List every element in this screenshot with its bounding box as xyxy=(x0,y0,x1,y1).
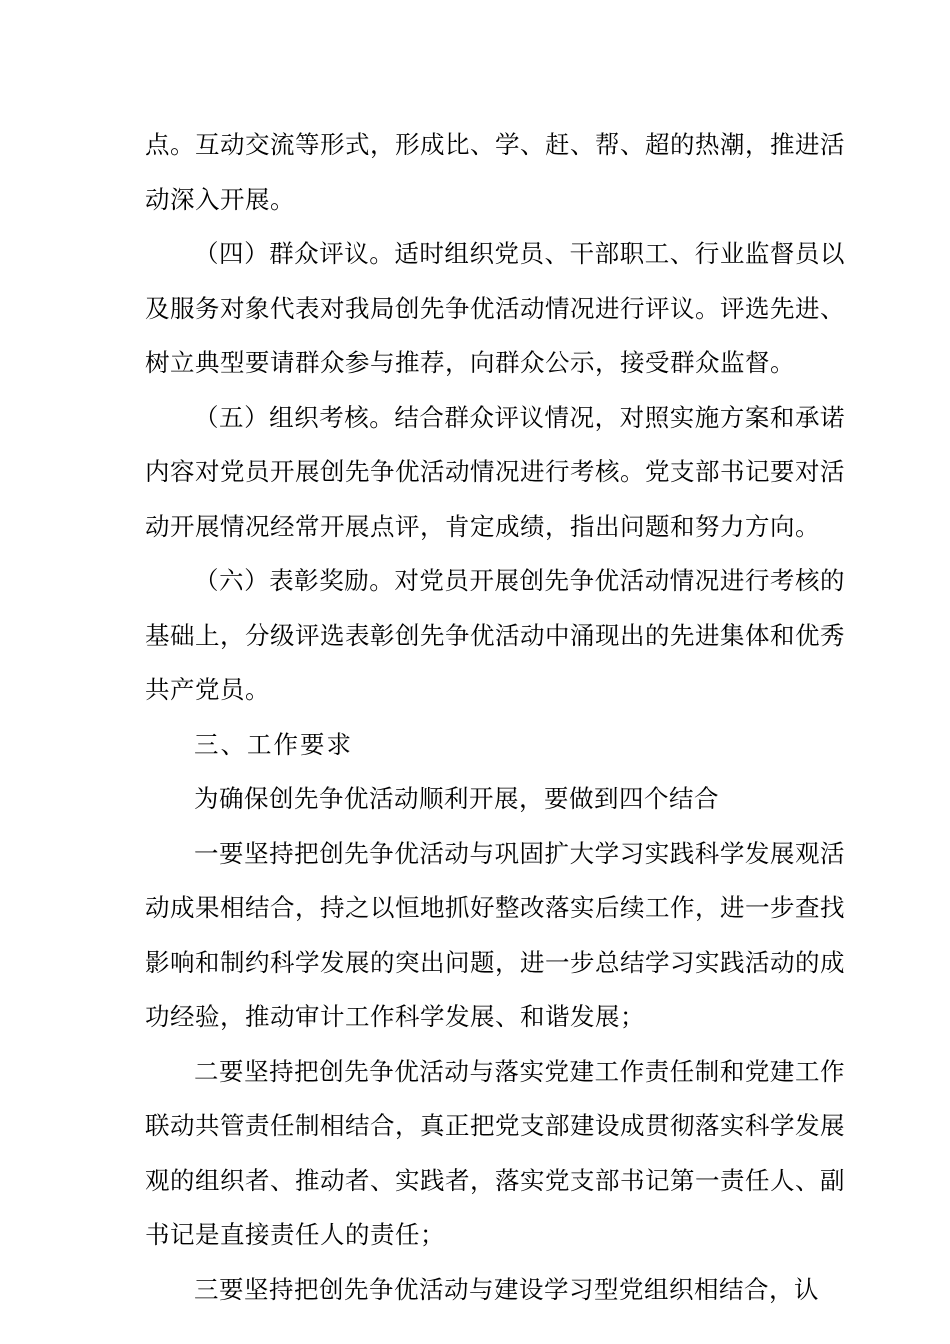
paragraph-continuation: 点。互动交流等形式，形成比、学、赶、帮、超的热潮，推进活动深入开展。 xyxy=(145,130,845,214)
paragraph-four-combinations-intro: 为确保创先争优活动顺利开展，要做到四个结合 xyxy=(194,784,719,813)
document-body xyxy=(145,118,845,1317)
paragraph-combination-three: 三要坚持把创先争优活动与建设学习型党组织相结合，认 xyxy=(194,1274,819,1304)
section-heading-work-requirements: 三、工作要求 xyxy=(194,729,353,759)
paragraph-combination-two: 二要坚持把创先争优活动与落实党建工作责任制和党建工作联动共管责任制相结合，真正把党支部建设成贯彻落实科学发展观的组织者、推动者、实践者，落实党支部书记第一责任人、副书记是直接责任人的责任； xyxy=(145,1056,845,1249)
paragraph-commendation: （六）表彰奖励。对党员开展创先争优活动情况进行考核的基础上，分级评选表彰创先争优活动中涌现出的先进集体和优秀共产党员。 xyxy=(145,566,845,704)
paragraph-mass-evaluation: （四）群众评议。适时组织党员、干部职工、行业监督员以及服务对象代表对我局创先争优活动情况进行评议。评选先进、树立典型要请群众参与推荐，向群众公示，接受群众监督。 xyxy=(145,239,845,377)
paragraph-combination-one: 一要坚持把创先争优活动与巩固扩大学习实践科学发展观活动成果相结合，持之以恒地抓好整改落实后续工作，进一步查找影响和制约科学发展的突出问题，进一步总结学习实践活动的成功经验，推动审计工作科学发展、和谐发展； xyxy=(145,838,845,1031)
paragraph-organization-assessment: （五）组织考核。结合群众评议情况，对照实施方案和承诺内容对党员开展创先争优活动情况进行考核。党支部书记要对活动开展情况经常开展点评，肯定成绩，指出问题和努力方向。 xyxy=(145,402,845,541)
